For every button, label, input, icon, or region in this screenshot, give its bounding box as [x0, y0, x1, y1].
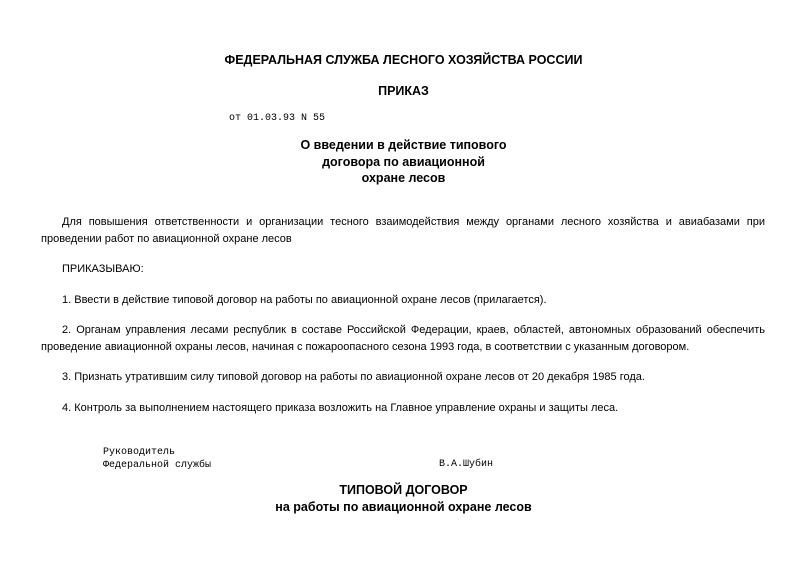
- order-word: ПРИКАЗЫВАЮ:: [62, 263, 144, 275]
- agency-name: ФЕДЕРАЛЬНАЯ СЛУЖБА ЛЕСНОГО ХОЗЯЙСТВА РОССИИ: [224, 53, 583, 67]
- date-number: от 01.03.93 N 55: [229, 113, 326, 124]
- title-line-1: О введении в действие типового: [300, 138, 507, 152]
- contract-heading: [0, 482, 807, 516]
- order-item-3: 3. Признать утратившим силу типовой договор на работы по авиационной охране лесов от 20 декабря 1985 года.: [62, 371, 645, 383]
- contract-title: ТИПОВОЙ ДОГОВОР: [339, 483, 468, 497]
- document-type: ПРИКАЗ: [378, 84, 429, 98]
- document-title: [0, 137, 807, 187]
- order-item-4: 4. Контроль за выполнением настоящего приказа возложить на Главное управление охраны и защиты леса.: [62, 402, 619, 414]
- preamble-paragraph: Для повышения ответственности и организации тесного взаимодействия между органами лесного хозяйства и авиабазами при проведении работ по авиационной охране лесов: [41, 216, 765, 245]
- title-line-2: договора по авиационной: [322, 154, 485, 169]
- signature-role-line-1: Руководитель: [103, 447, 176, 458]
- signature-name: В.А.Шубин: [439, 459, 494, 470]
- signature-role: [103, 446, 211, 472]
- title-line-3: охране лесов: [361, 171, 446, 185]
- contract-subtitle: на работы по авиационной охране лесов: [275, 500, 532, 514]
- signature-role-line-2: Федеральной службы: [103, 460, 212, 471]
- order-item-2: 2. Органам управления лесами республик в составе Российской Федерации, краев, областей, автономных образований обеспечить проведение авиационной охраны лесов, начиная с пожароопасного сезона 1993 года, в соответствии с указанным договором.: [41, 324, 765, 353]
- order-item-1: 1. Ввести в действие типовой договор на работы по авиационной охране лесов (прилагается).: [62, 294, 547, 306]
